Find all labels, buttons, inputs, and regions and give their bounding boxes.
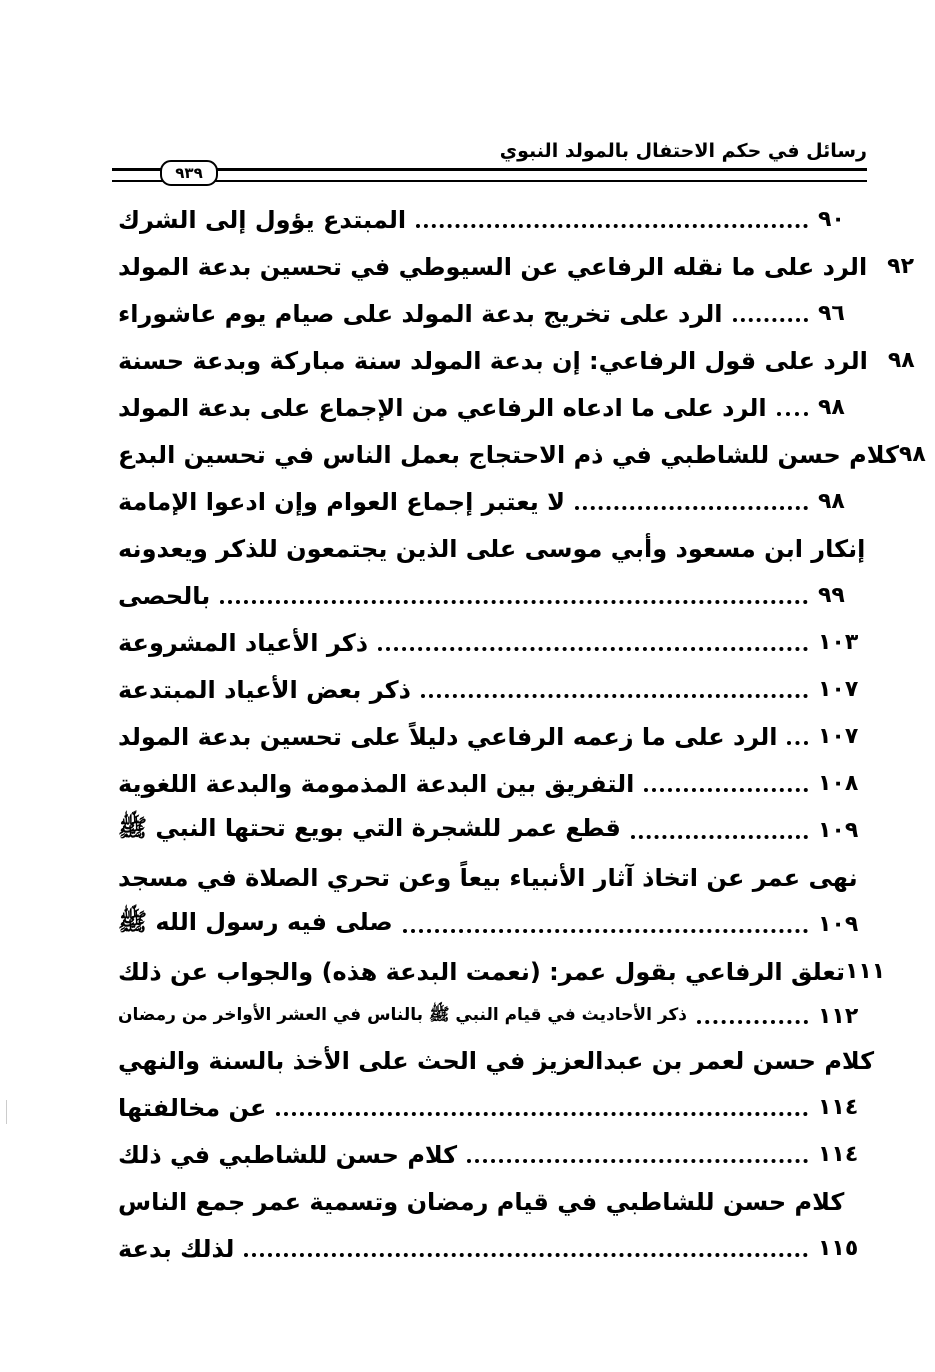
- toc-row: [118, 478, 866, 525]
- toc-entry-page: ٩٦: [818, 301, 845, 326]
- toc-entry-title: كلام حسن للشاطبي في ذم الاحتجاج بعمل الناس في تحسين البدع: [118, 440, 899, 469]
- toc-entry-page: ١١٥: [818, 1236, 859, 1261]
- leader-dots: [416, 204, 808, 228]
- leader-dots: [276, 1092, 808, 1116]
- toc-row: [118, 1131, 866, 1178]
- toc-entry-page: ١٠٨: [818, 771, 859, 796]
- leader-dots: [575, 486, 808, 510]
- toc-entry-page: ٩٨: [818, 489, 845, 514]
- toc-entry-page: ١٠٩: [818, 818, 859, 843]
- toc-entry-page: ١٠٧: [818, 724, 859, 749]
- toc-entry-title: الرد على ما زعمه الرفاعي دليلاً على تحسين بدعة المولد: [118, 722, 778, 751]
- leader-dots: [467, 1139, 808, 1163]
- leader-dots: [733, 298, 809, 322]
- toc-entry-title: ذكر الأحاديث في قيام النبي ﷺ بالناس في العشر الأواخر من رمضان: [118, 1004, 688, 1025]
- toc-row: [118, 901, 866, 948]
- toc-entry-title: قطع عمر للشجرة التي بويع تحتها النبي ﷺ: [118, 814, 621, 842]
- table-of-contents: [118, 196, 926, 1272]
- leader-dots: [244, 1233, 808, 1257]
- page-number-badge: ٩٣٩: [160, 160, 218, 186]
- toc-row: [118, 807, 866, 854]
- toc-entry-title: الرد على تخريج بدعة المولد على صيام يوم عاشوراء: [118, 299, 723, 328]
- toc-entry-title: عن مخالفتها: [118, 1093, 267, 1122]
- toc-entry-title: تعلق الرفاعي بقول عمر: (نعمت البدعة هذه) والجواب عن ذلك: [118, 957, 845, 986]
- toc-entry-page: ١٠٣: [818, 630, 859, 655]
- leader-dots: [378, 627, 808, 651]
- toc-entry-title: ذكر الأعياد المشروعة: [118, 628, 369, 657]
- toc-row: [118, 854, 866, 901]
- toc-row: [118, 572, 866, 619]
- toc-entry-page: ١٠٩: [818, 912, 859, 937]
- toc-row: [118, 384, 866, 431]
- toc-row: [118, 1037, 875, 1084]
- toc-entry-page: ١١٤: [818, 1142, 859, 1167]
- leader-dots: [777, 392, 808, 416]
- toc-entry-page: ١١٢: [818, 1003, 859, 1029]
- toc-entry-page: ٩٨: [818, 395, 845, 420]
- toc-entry-page: ٩٢: [887, 254, 915, 279]
- toc-row: [118, 290, 866, 337]
- toc-entry-title: كلام حسن لعمر بن عبدالعزيز في الحث على الأخذ بالسنة والنهي: [118, 1046, 875, 1075]
- toc-entry-title: الرد على ما ادعاه الرفاعي من الإجماع على بدعة المولد: [118, 393, 767, 422]
- toc-entry-title: نهى عمر عن اتخاذ آثار الأنبياء بيعاً وعن تحري الصلاة في مسجد: [118, 863, 858, 892]
- leader-dots: [403, 909, 808, 933]
- toc-entry-title: كلام حسن للشاطبي في ذلك: [118, 1140, 458, 1169]
- toc-row: [118, 243, 915, 290]
- toc-entry-title: صلى فيه رسول الله ﷺ: [118, 908, 393, 936]
- margin-mark: [6, 1100, 7, 1124]
- toc-row: [118, 1084, 866, 1131]
- toc-entry-page: ٩٨: [887, 348, 915, 373]
- toc-entry-page: ٩٩: [818, 583, 845, 608]
- leader-dots: [697, 1000, 808, 1024]
- toc-entry-title: إنكار ابن مسعود وأبي موسى على الذين يجتمعون للذكر ويعدونه: [118, 534, 866, 563]
- toc-entry-page: ١٠٧: [818, 677, 859, 702]
- toc-entry-page: ٩٨: [898, 442, 926, 467]
- toc-row: [118, 948, 886, 995]
- toc-entry-title: ذكر بعض الأعياد المبتدعة: [118, 675, 411, 704]
- toc-row: [118, 619, 866, 666]
- toc-row: [118, 995, 866, 1037]
- header-rule: [112, 168, 867, 182]
- leader-dots: [220, 580, 808, 604]
- toc-entry-page: ٩٠: [818, 207, 845, 232]
- toc-entry-page: ١١١: [844, 959, 886, 984]
- toc-entry-title: التفريق بين البدعة المذمومة والبدعة اللغوية: [118, 769, 635, 798]
- leader-dots: [631, 815, 808, 839]
- leader-dots: [787, 721, 808, 745]
- toc-entry-page: ١١٤: [818, 1095, 859, 1120]
- toc-entry-title: كلام حسن للشاطبي في قيام رمضان وتسمية عمر جمع الناس: [118, 1187, 845, 1216]
- toc-entry-title: الرد على قول الرفاعي: إن بدعة المولد سنة مباركة وبدعة حسنة: [118, 346, 868, 375]
- toc-entry-title: المبتدع يؤول إلى الشرك: [118, 205, 407, 234]
- page-header: [112, 140, 867, 184]
- running-title: رسائل في حكم الاحتفال بالمولد النبوي: [499, 140, 867, 162]
- toc-entry-title: لذلك بدعة: [118, 1234, 235, 1263]
- leader-dots: [421, 674, 808, 698]
- toc-row: [118, 666, 866, 713]
- toc-row: [118, 431, 926, 478]
- toc-row: [118, 1178, 866, 1225]
- toc-entry-title: بالحصى: [118, 581, 211, 610]
- toc-row: [118, 196, 866, 243]
- toc-row: [118, 760, 866, 807]
- toc-entry-title: لا يعتبر إجماع العوام وإن ادعوا الإمامة: [118, 487, 565, 516]
- toc-row: [118, 525, 866, 572]
- toc-row: [118, 1225, 866, 1272]
- toc-entry-title: الرد على ما نقله الرفاعي عن السيوطي في تحسين بدعة المولد: [118, 252, 868, 281]
- toc-row: [118, 337, 915, 384]
- toc-row: [118, 713, 866, 760]
- leader-dots: [644, 768, 808, 792]
